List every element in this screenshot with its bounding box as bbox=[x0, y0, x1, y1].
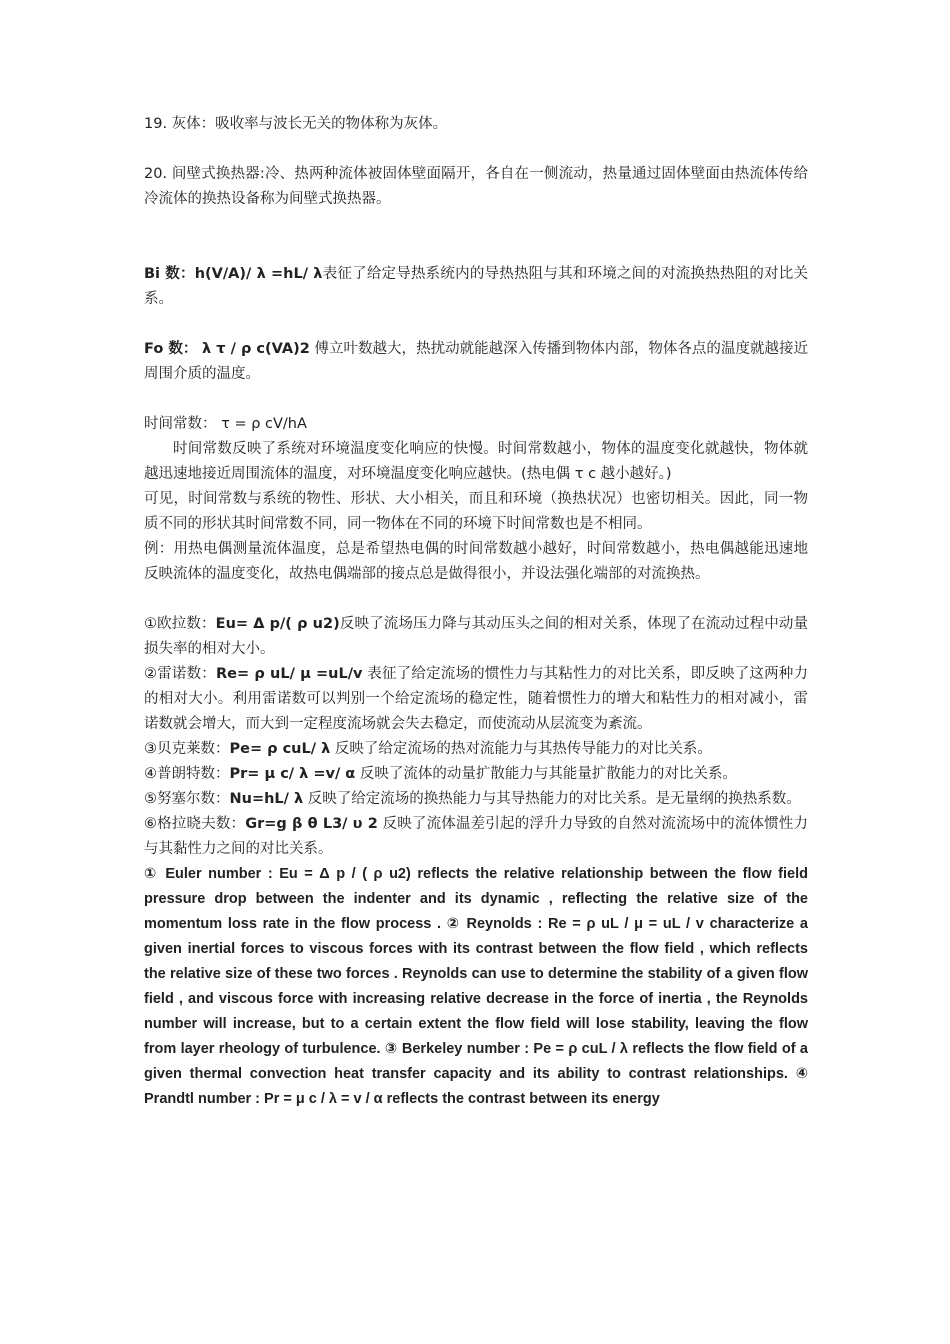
item-label: ④普朗特数： bbox=[144, 766, 230, 782]
time-constant-formula: τ = ρ cV/hA bbox=[221, 416, 307, 432]
item-label: ⑥格拉晓夫数： bbox=[144, 816, 246, 832]
item-formula: Eu= Δ p/( ρ u2) bbox=[215, 616, 340, 632]
item-description: 表征了给定流场的惯性力与其粘性力的对比关系，即反映了这两种力的相对大小。利用雷诺数可以判别一个给定流场的稳定性，随着惯性力的增大和粘性力的相对减小，雷诺数就会增大，而大到一定程度流场就会失去稳定，而使流动从层流变为紊流。 bbox=[144, 666, 808, 732]
time-constant-label: 时间常数： bbox=[144, 416, 217, 432]
bi-description: 表征了给定导热系统内的导热热阻与其和环境之间的对流换热热阻的对比关系。 bbox=[144, 266, 809, 307]
item-label: ②雷诺数： bbox=[144, 666, 216, 682]
fo-number-paragraph bbox=[144, 337, 808, 387]
definition-19: 19. 灰体：吸收率与波长无关的物体称为灰体。 bbox=[144, 116, 448, 132]
item-label: ③贝克莱数： bbox=[144, 741, 230, 757]
euler-number-item bbox=[144, 612, 808, 662]
bi-formula: h(V/A)/ λ =hL/ λ bbox=[194, 266, 323, 282]
item-formula: Pr= μ c/ λ =v/ α bbox=[229, 766, 356, 782]
item-description: 反映了给定流场的热对流能力与其热传导能力的对比关系。 bbox=[330, 741, 712, 757]
item-formula: Gr=g β θ L3/ υ 2 bbox=[245, 816, 378, 832]
bi-label: Bi 数： bbox=[144, 266, 195, 282]
dimensionless-numbers-list bbox=[144, 612, 808, 862]
grashof-number-item bbox=[144, 812, 808, 862]
item-formula: Re= ρ uL/ μ =uL/v bbox=[215, 666, 363, 682]
item-description: 反映了流体的动量扩散能力与其能量扩散能力的对比关系。 bbox=[355, 766, 737, 782]
item-description: 反映了给定流场的换热能力与其导热能力的对比关系。是无量纲的换热系数。 bbox=[303, 791, 801, 807]
fo-label: Fo 数： bbox=[144, 341, 198, 357]
item-label: ①欧拉数： bbox=[144, 616, 216, 632]
time-constant-paragraph-3: 例：用热电偶测量流体温度，总是希望热电偶的时间常数越小越好，时间常数越小，热电偶越能迅速地反映流体的温度变化，故热电偶端部的接点总是做得很小，并设法强化端部的对流换热。 bbox=[144, 541, 808, 582]
reynolds-number-item bbox=[144, 662, 808, 737]
item-description: 反映了流体温差引起的浮升力导致的自然对流流场中的流体惯性力与其黏性力之间的对比关系。 bbox=[144, 816, 809, 857]
document-page bbox=[144, 112, 808, 1112]
nusselt-number-item bbox=[144, 787, 808, 812]
time-constant-paragraph-2: 可见，时间常数与系统的物性、形状、大小相关，而且和环境（换热状况）也密切相关。因此，同一物质不同的形状其时间常数不同，同一物体在不同的环境下时间常数也是不相同。 bbox=[144, 491, 808, 532]
item-formula: Pe= ρ cuL/ λ bbox=[229, 741, 331, 757]
bi-number-paragraph bbox=[144, 262, 808, 312]
fo-description: 傅立叶数越大，热扰动就能越深入传播到物体内部，物体各点的温度就越接近周围介质的温度。 bbox=[144, 341, 809, 382]
fo-formula: λ τ / ρ c(VA)2 bbox=[202, 341, 310, 357]
english-translation: ① Euler number : Eu = Δ p / ( ρ u2) reflects the relative relationship between the flow field pressure drop between the indenter and its dynamic , reflecting the relative size of the momentum loss rate in the flow process . ② Reynolds : Re = ρ uL / μ = uL / v characterize a given inertial forces to viscous forces with its contrast between the flow field , which reflects the relative size of these two forces . Reynolds can use to determine the stability of a given flow field , and viscous force with increasing relative decrease in the force of inertia , the Reynolds number will increase, but to a certain extent the flow field will lose stability, leaving the flow from layer rheology of turbulence. ③ Berkeley number : Pe = ρ cuL / λ reflects the flow field of a given thermal convection heat transfer capacity and its ability to contrast relationships. ④ Prandtl number : Pr = μ c / λ = v / α reflects the contrast between its energy bbox=[144, 866, 808, 1107]
time-constant-paragraph-1: 时间常数反映了系统对环境温度变化响应的快慢。时间常数越小，物体的温度变化就越快，物体就越迅速地接近周围流体的温度，对环境温度变化响应越快。(热电偶 τ c 越小越好。) bbox=[144, 441, 808, 482]
definition-20: 20. 间壁式换热器:冷、热两种流体被固体壁面隔开，各自在一侧流动，热量通过固体壁面由热流体传给冷流体的换热设备称为间壁式换热器。 bbox=[144, 166, 808, 207]
peclet-number-item bbox=[144, 737, 808, 762]
prandtl-number-item bbox=[144, 762, 808, 787]
time-constant-heading bbox=[144, 412, 808, 437]
item-label: ⑤努塞尔数： bbox=[144, 791, 230, 807]
item-description: 反映了流场压力降与其动压头之间的相对关系，体现了在流动过程中动量损失率的相对大小。 bbox=[144, 616, 809, 657]
item-formula: Nu=hL/ λ bbox=[229, 791, 304, 807]
